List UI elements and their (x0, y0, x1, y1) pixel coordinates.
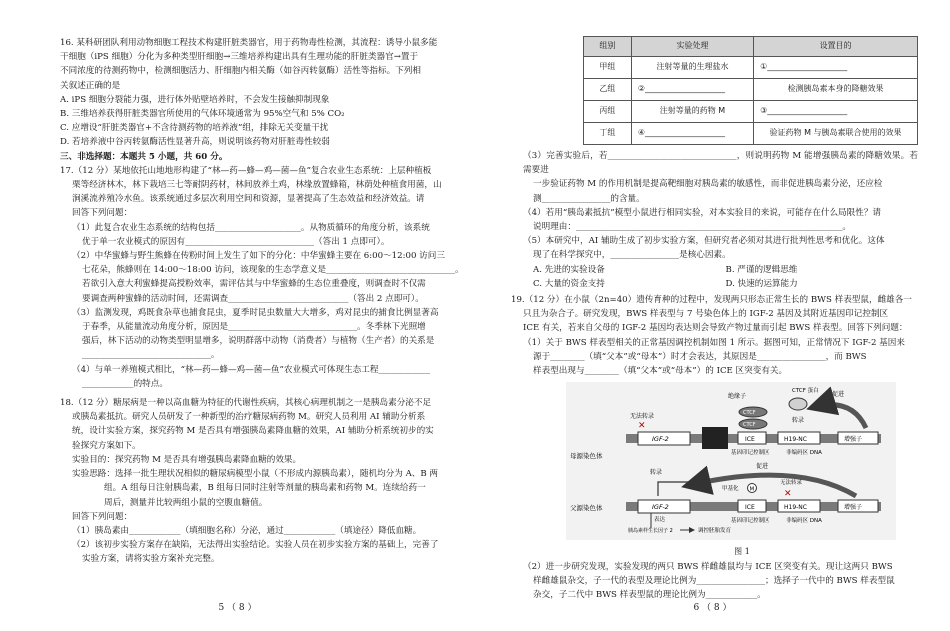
table-cell: 注射等量的生理盐水 (631, 57, 753, 79)
q16-line: 16. 某科研团队利用动物细胞工程技术构建肝脏类器官，用于药物毒性检测，其流程：诱导小鼠多能 (60, 38, 438, 48)
q19-line: 只且为杂合子。研究发现，BWS 样表型与 7 号染色体上的 IGF-2 基因及其附近基因印记控制区 (523, 309, 889, 320)
table-cell: 丁组 (584, 123, 632, 145)
top-ctcf-protein-icon (789, 398, 807, 410)
q17-line: 回答下列问题： (72, 208, 133, 219)
q17-4-line: ____________的特点。 (82, 378, 168, 389)
top-dark-block (702, 427, 728, 449)
q17-3-line: （3）监测发现，鸡既食杂草也捕食昆虫，夏季时昆虫数量大大增多，鸡对昆虫的捕食比例显著高 (72, 307, 439, 318)
top-ctcf-protein-label: CTCF 蛋白 (792, 388, 819, 395)
section-3-title: 三、非选择题：本题共 5 小题，共 60 分。 (60, 151, 228, 162)
q18-3-line: 一步验证药物 M 的作用机制是提高靶细胞对胰岛素的敏感性，而非促进胰岛素分泌，还应检 (533, 179, 883, 190)
q19-2-line: （2）进一步研究发现，实验发现的两只 BWS 样雌雄鼠均与 ICE 区突变有关。现让这两只 BWS (523, 561, 893, 572)
top-ice-label: ICE (745, 436, 755, 444)
q18-1-line: （1）胰岛素由____________（填细胞名称）分泌，通过____________（填途径）降低血糖。 (72, 525, 422, 536)
q18-5-line: （5）本研究中，AI 辅助生成了初步实验方案，但研究者必须对其进行批判性思考和优化。这体 (523, 236, 885, 247)
figure-caption: 图 1 (734, 547, 750, 557)
q17-4-line: （4）与单一养殖模式相比，“林—药—蜂—鸡—菌—鱼”农业模式可体现生态工程____________ (72, 364, 431, 375)
top-insulator-label: 绝缘子 (728, 393, 747, 401)
q19-1-line: 源于________（填“父本”或“母本”）时才会表达，其原因是________________，而 BWS (533, 351, 867, 362)
q18-5-option-c: C. 大量的资金支持 (533, 278, 605, 289)
bot-enhancer-label: 增强子 (844, 504, 863, 512)
table-cell: ②____________________ (631, 79, 753, 101)
top-control-caption: 基因印记控制区 (731, 450, 770, 457)
table-cell: 验证药物 M 与胰岛素联合使用的效果 (754, 123, 918, 145)
table-header: 设置目的 (754, 37, 918, 57)
q18-design-line: 实验思路：选择一批生理状况相似的糖尿病模型小鼠（不形成内源胰岛素），随机均分为 A、B 两 (72, 469, 439, 480)
bot-control-caption: 基因印记控制区 (731, 518, 770, 525)
figure-1 (566, 382, 918, 559)
q18-line: 18.（12 分）糖尿病是一种以高血糖为特征的代谢性疾病，其核心病理机制之一是胰岛素分泌不足 (60, 398, 432, 409)
q17-1-line: （1）此复合农业生态系统的结构包括____________________。从物质循环的角度分析，该系统 (72, 222, 430, 233)
maternal-label: 母源染色体 (570, 452, 603, 461)
q18-2-line: （2）该初步实验方案存在缺陷，无法得出实验结论。实验人员在初步实验方案的基础上，完善了 (72, 540, 439, 551)
q18-4-line: （4）若用“胰岛素抵抗”模型小鼠进行相同实验，对本实验目的来说，可能存在什么局限性？请 (523, 207, 882, 218)
table-cell: 检测胰岛素本身的降糖效果 (754, 79, 918, 101)
bot-factor-label: 胰岛素样生长因子 2 (628, 528, 673, 535)
q17-2-line: 若欲引入意大利蜜蜂提高授粉效率，需评估其与中华蜜蜂的生态位重叠度，则调查时不仅需 (82, 279, 426, 290)
table-row (584, 79, 918, 101)
gene-imprinting-diagram (566, 382, 896, 540)
q19-2-line: 杂交，子二代中 BWS 样表型鼠的理论比例为____________。 (533, 590, 766, 601)
q17-1-line: 优于单一农业模式的原因有______________________________（答出 1 点即可）。 (82, 236, 390, 247)
top-block-icon: ✕ (638, 421, 646, 432)
bot-igf2-label: IGF-2 (652, 503, 669, 512)
top-unexpressed-label: 无法转录 (630, 413, 655, 421)
top-transcribe-label: 转录 (792, 417, 805, 425)
bot-noncoding-caption: 非编码区 DNA (786, 518, 822, 525)
q19-line: ICE 有关，若来自父母的 IGF-2 基因均表达则会导致产物过量而引起 BWS 样表型。回答下列问题： (523, 323, 908, 334)
q18-design-line: 周后，测量并比较两组小鼠的空腹血糖值。 (104, 497, 268, 508)
top-h19-label: H19-NC (784, 436, 807, 444)
q17-2-line: 七花朵，熊蜂则在 14:00～18:00 访问，该现象的生态学意义是______________________________。 (82, 265, 464, 276)
table-row (584, 57, 918, 79)
question-17 (60, 164, 465, 391)
q18-5-options-row (511, 263, 918, 277)
q17-2-line: 要调查两种蜜蜂的活动时间，还需调查____________________________（答出 2 点即可）。 (82, 293, 424, 304)
q17-2-line: （2）中华蜜蜂与野生熊蜂在传粉时间上发生了如下的分化：中华蜜蜂主要在 6:00～12:00 访问三 (72, 251, 445, 262)
q18-line: 统，设计实验方案，探究药物 M 是否具有增强胰岛素降血糖的效果，AI 辅助分析系统初步的实 (72, 426, 434, 437)
q16-line: 不同浓度的待测药物中，检测细胞活力、肝细胞内相关酶（如谷丙转氨酶）活性等指标。下列相 (60, 66, 421, 77)
table-header-row (584, 37, 918, 57)
bot-promote-label: 促进 (756, 463, 769, 471)
q19-1-line: （1）关于 BWS 样表型相关的正常基因调控机制如图 1 所示。据图可知，正常情况下 IGF-2 基因来 (523, 337, 905, 348)
question-16 (60, 36, 465, 150)
experiment-table (583, 36, 918, 145)
q18-5-option-b: B. 严谨的逻辑思维 (725, 264, 798, 275)
bot-regulate-label: 调控胚胎发育 (698, 528, 732, 535)
q17-line: 栗等经济林木，林下栽培三七等耐阴药材，林间放养土鸡，林缘放置蜂箱，林荫处种植食用菌，山 (72, 180, 442, 191)
table-cell: 丙组 (584, 101, 632, 123)
paternal-label: 父源染色体 (570, 504, 603, 513)
q18-3-line: 测________________的含量。 (533, 193, 645, 204)
q18-line: 或胰岛素抵抗。研究人员研发了一种新型的治疗糖尿病药物 M。研究人员利用 AI 辅助分析系 (72, 412, 426, 423)
q18-5-option-a: A. 先进的实验设备 (533, 264, 605, 275)
top-ctcf-label-1: CTCF (743, 410, 756, 417)
bot-unable-label: 无法转录 (780, 480, 803, 487)
table-row (584, 101, 918, 123)
page-number-right: 6 （ 8 ） (693, 602, 732, 613)
bot-block-icon: ✕ (784, 489, 792, 500)
question-18-cont (511, 149, 918, 291)
q17-3-line: 强后，林下活动的动物类型明显增多，说明群落中动物（消费者）与植物（生产者）的关系是 (82, 336, 435, 347)
bot-transcribe-label: 转录 (650, 469, 663, 477)
table-cell: ④____________________ (631, 123, 753, 145)
q18-3-line: （3）完善实验后，若______________________________，则说明药物 M 能增强胰岛素的降糖效果。若需要进 (523, 151, 918, 176)
bot-ice-label: ICE (745, 504, 755, 512)
bot-methyl-label: 甲基化 (722, 486, 739, 493)
bot-h19-label: H19-NC (784, 504, 807, 512)
q19-line: 19.（12 分）在小鼠（2n=40）遗传育种的过程中，发现两只形态正常生长的 BWS 样表型鼠，雌雄各一 (511, 295, 912, 306)
q16-option-d: D. 若培养液中谷丙转氨酶活性显著升高，则说明该药物对肝脏毒性较弱 (60, 137, 330, 148)
q16-option-a: A. iPS 细胞分裂能力强，进行体外贴壁培养时，不会发生接触抑制现象 (60, 94, 330, 105)
q18-5-options-row (511, 277, 918, 291)
question-19-2 (511, 560, 918, 603)
top-noncoding-caption: 非编码区 DNA (786, 450, 822, 457)
q16-line: 干细胞（iPS 细胞）分化为多种类型肝细胞→三维培养构建出具有生理功能的肝脏类器官→置于 (60, 52, 419, 63)
question-18 (60, 396, 465, 566)
q17-3-line: ______________________________。 (82, 350, 220, 361)
top-igf2-label: IGF-2 (652, 435, 669, 444)
page-number-left: 5 （ 8 ） (218, 602, 257, 613)
q19-2-line: 样雌雄鼠杂交，子一代的表型及理论比例为________________；选择子一代中的 BWS 样表型鼠 (533, 575, 895, 586)
q16-option-c: C. 应增设“肝脏类器官+不含待测药物的培养液”组，排除无关变量干扰 (60, 123, 329, 134)
q18-answer-prompt: 回答下列问题： (72, 511, 133, 522)
table-cell: ③____________________ (754, 101, 918, 123)
table-cell: 乙组 (584, 79, 632, 101)
q18-line: 验探究方案如下。 (72, 440, 141, 451)
top-ctcf-label-2: CTCF (743, 422, 756, 429)
table-cell: ①____________________ (754, 57, 918, 79)
table-cell: 注射等量的药物 M (631, 101, 753, 123)
q17-3-line: 于春季，从能量流动角度分析，原因是______________________________。冬季林下光照增 (82, 322, 426, 333)
table-row (584, 123, 918, 145)
bot-express-label: 表达 (654, 517, 666, 524)
top-enhancer-label: 增强子 (844, 436, 863, 444)
q18-2-line: 实验方案，请将实验方案补充完整。 (82, 554, 220, 565)
question-19 (511, 293, 918, 378)
q17-line: 涧溪流养殖冷水鱼。该系统通过多层次利用空间和资源，显著提高了生态效益和经济效益。请 (72, 194, 425, 205)
q18-5-option-d: D. 快速的运算能力 (725, 278, 798, 289)
top-promote-label: 促进 (832, 391, 845, 399)
right-page (475, 0, 950, 631)
q18-4-line: 说明理由：______________________________________________________________。 (533, 222, 851, 233)
q18-5-line: 现了在科学探究中，________________是核心因素。 (533, 250, 731, 261)
table-header: 实验处理 (631, 37, 753, 57)
q18-purpose: 实验目的：探究药物 M 是否具有增强胰岛素降血糖的效果。 (72, 454, 302, 465)
q19-1-line: 样表型出现与________（填“父本”或“母本”）的 ICE 区突变有关。 (533, 366, 788, 377)
table-cell: 甲组 (584, 57, 632, 79)
q16-option-b: B. 三维培养获得肝脏类器官所使用的气体环境通常为 95%空气和 5% CO₂ (60, 109, 345, 120)
q17-line: 17.（12 分）某地依托山地地形构建了“林—药—蜂—鸡—菌—鱼”复合农业生态系统：上层种植板 (60, 165, 432, 176)
bot-methyl-letter: M (749, 486, 755, 493)
q16-line: 关叙述正确的是 (60, 80, 121, 91)
q18-design-line: 组。A 组每日注射胰岛素，B 组每日同时注射等剂量的胰岛素和药物 M。连续给药一 (104, 483, 426, 494)
table-header: 组别 (584, 37, 632, 57)
